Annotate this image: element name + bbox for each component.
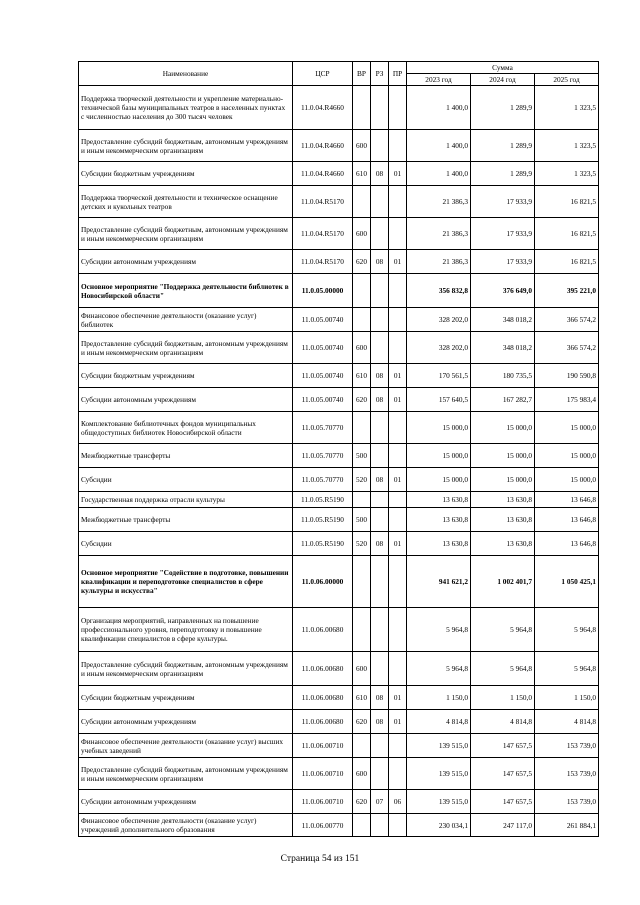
cell-y2024: 348 018,2 — [471, 308, 535, 332]
cell-vr: 600 — [353, 758, 371, 790]
cell-csr: 11.0.05.00740 — [293, 388, 353, 412]
table-row — [79, 710, 599, 734]
cell-name: Предоставление субсидий бюджетным, автономным учреждениям и иным некоммерческим организациям — [79, 332, 293, 364]
cell-name: Межбюджетные трансферты — [79, 508, 293, 532]
cell-csr: 11.0.06.00680 — [293, 710, 353, 734]
cell-csr: 11.0.04.R5170 — [293, 186, 353, 218]
cell-csr: 11.0.05.00740 — [293, 364, 353, 388]
table-row — [79, 412, 599, 444]
cell-pr — [389, 814, 407, 837]
cell-vr: 500 — [353, 508, 371, 532]
table-row — [79, 652, 599, 686]
table-row — [79, 608, 599, 652]
cell-csr: 11.0.05.R5190 — [293, 532, 353, 556]
table-row — [79, 734, 599, 758]
cell-csr: 11.0.06.00680 — [293, 652, 353, 686]
cell-y2025: 16 821,5 — [535, 218, 599, 250]
cell-csr: 11.0.04.R5170 — [293, 250, 353, 274]
cell-name: Субсидии — [79, 532, 293, 556]
cell-name: Организация мероприятий, направленных на повышение профессионального уровня, переподготовку и повышение квалификации специалистов в сфере культуры. — [79, 608, 293, 652]
cell-rz: 08 — [371, 686, 389, 710]
cell-rz — [371, 218, 389, 250]
table-row — [79, 130, 599, 162]
cell-y2025: 1 050 425,1 — [535, 556, 599, 608]
cell-rz — [371, 186, 389, 218]
cell-y2023: 328 202,0 — [407, 308, 471, 332]
cell-y2024: 376 649,0 — [471, 274, 535, 308]
cell-vr: 600 — [353, 332, 371, 364]
cell-y2024: 13 630,8 — [471, 508, 535, 532]
cell-rz — [371, 608, 389, 652]
budget-table — [78, 61, 599, 837]
cell-y2024: 1 002 401,7 — [471, 556, 535, 608]
cell-vr: 620 — [353, 250, 371, 274]
cell-rz — [371, 734, 389, 758]
cell-y2023: 15 000,0 — [407, 412, 471, 444]
cell-rz: 08 — [371, 468, 389, 492]
cell-y2025: 395 221,0 — [535, 274, 599, 308]
table-row — [79, 332, 599, 364]
cell-y2025: 153 739,0 — [535, 758, 599, 790]
cell-y2023: 5 964,8 — [407, 652, 471, 686]
cell-pr: 01 — [389, 532, 407, 556]
cell-pr — [389, 508, 407, 532]
cell-y2024: 1 289,9 — [471, 162, 535, 186]
header-name: Наименование — [79, 62, 293, 86]
cell-rz: 08 — [371, 250, 389, 274]
cell-vr: 600 — [353, 130, 371, 162]
table-body — [79, 86, 599, 837]
cell-csr: 11.0.05.70770 — [293, 468, 353, 492]
cell-vr: 600 — [353, 652, 371, 686]
header-year-2024: 2024 год — [471, 74, 535, 86]
cell-pr — [389, 734, 407, 758]
cell-rz — [371, 332, 389, 364]
cell-y2025: 1 150,0 — [535, 686, 599, 710]
cell-pr — [389, 274, 407, 308]
cell-name: Субсидии бюджетным учреждениям — [79, 364, 293, 388]
cell-pr — [389, 130, 407, 162]
cell-rz: 08 — [371, 364, 389, 388]
cell-vr: 610 — [353, 364, 371, 388]
cell-name: Поддержка творческой деятельности и укрепление материально-технической базы муниципальных театров в населенных пунктах с численностью населения до 300 тысяч человек — [79, 86, 293, 130]
cell-pr — [389, 444, 407, 468]
cell-y2023: 1 400,0 — [407, 162, 471, 186]
cell-y2025: 13 646,8 — [535, 532, 599, 556]
cell-y2024: 1 289,9 — [471, 86, 535, 130]
cell-y2025: 15 000,0 — [535, 468, 599, 492]
cell-y2023: 5 964,8 — [407, 608, 471, 652]
cell-rz — [371, 308, 389, 332]
cell-y2024: 147 657,5 — [471, 790, 535, 814]
cell-name: Предоставление субсидий бюджетным, автономным учреждениям и иным некоммерческим организациям — [79, 130, 293, 162]
cell-vr — [353, 814, 371, 837]
cell-pr: 01 — [389, 710, 407, 734]
header-year-2025: 2025 год — [535, 74, 599, 86]
cell-csr: 11.0.06.00680 — [293, 686, 353, 710]
cell-rz — [371, 652, 389, 686]
cell-vr: 520 — [353, 532, 371, 556]
cell-y2023: 230 034,1 — [407, 814, 471, 837]
cell-y2023: 356 832,8 — [407, 274, 471, 308]
cell-y2025: 153 739,0 — [535, 734, 599, 758]
cell-csr: 11.0.05.R5190 — [293, 508, 353, 532]
cell-csr: 11.0.05.00000 — [293, 274, 353, 308]
table-row — [79, 686, 599, 710]
cell-name: Субсидии бюджетным учреждениям — [79, 686, 293, 710]
cell-y2023: 15 000,0 — [407, 444, 471, 468]
cell-y2023: 13 630,8 — [407, 508, 471, 532]
cell-csr: 11.0.05.70770 — [293, 444, 353, 468]
cell-vr — [353, 412, 371, 444]
cell-rz — [371, 86, 389, 130]
cell-pr — [389, 308, 407, 332]
cell-y2025: 190 590,8 — [535, 364, 599, 388]
cell-vr: 620 — [353, 710, 371, 734]
cell-name: Субсидии автономным учреждениям — [79, 388, 293, 412]
cell-vr: 600 — [353, 218, 371, 250]
cell-rz — [371, 556, 389, 608]
cell-y2025: 1 323,5 — [535, 86, 599, 130]
cell-y2024: 1 289,9 — [471, 130, 535, 162]
cell-y2023: 941 621,2 — [407, 556, 471, 608]
header-pr: ПР — [389, 62, 407, 86]
cell-name: Поддержка творческой деятельности и техническое оснащение детских и кукольных театров — [79, 186, 293, 218]
cell-y2023: 139 515,0 — [407, 790, 471, 814]
cell-pr — [389, 412, 407, 444]
cell-y2023: 1 400,0 — [407, 130, 471, 162]
table-row — [79, 218, 599, 250]
table-row — [79, 814, 599, 837]
cell-y2025: 13 646,8 — [535, 492, 599, 508]
cell-y2025: 1 323,5 — [535, 162, 599, 186]
cell-vr — [353, 186, 371, 218]
cell-vr: 620 — [353, 790, 371, 814]
cell-vr — [353, 274, 371, 308]
table-row — [79, 308, 599, 332]
cell-pr: 01 — [389, 468, 407, 492]
cell-rz — [371, 758, 389, 790]
cell-y2024: 180 735,5 — [471, 364, 535, 388]
cell-y2023: 13 630,8 — [407, 492, 471, 508]
cell-y2024: 17 933,9 — [471, 218, 535, 250]
cell-y2024: 17 933,9 — [471, 250, 535, 274]
cell-y2023: 21 386,3 — [407, 250, 471, 274]
cell-vr — [353, 734, 371, 758]
cell-name: Субсидии бюджетным учреждениям — [79, 162, 293, 186]
header-rz: РЗ — [371, 62, 389, 86]
cell-csr: 11.0.06.00710 — [293, 758, 353, 790]
cell-y2025: 366 574,2 — [535, 308, 599, 332]
cell-rz: 08 — [371, 388, 389, 412]
cell-y2023: 139 515,0 — [407, 758, 471, 790]
cell-name: Комплектование библиотечных фондов муниципальных общедоступных библиотек Новосибирской области — [79, 412, 293, 444]
cell-y2024: 147 657,5 — [471, 734, 535, 758]
cell-name: Основное мероприятие "Поддержка деятельности библиотек в Новосибирской области" — [79, 274, 293, 308]
table-row — [79, 250, 599, 274]
cell-y2025: 15 000,0 — [535, 412, 599, 444]
cell-y2023: 15 000,0 — [407, 468, 471, 492]
cell-y2024: 13 630,8 — [471, 532, 535, 556]
cell-y2024: 15 000,0 — [471, 444, 535, 468]
table-row — [79, 508, 599, 532]
cell-y2024: 5 964,8 — [471, 608, 535, 652]
table-row — [79, 492, 599, 508]
cell-vr: 500 — [353, 444, 371, 468]
cell-csr: 11.0.04.R4660 — [293, 162, 353, 186]
cell-y2025: 153 739,0 — [535, 790, 599, 814]
cell-csr: 11.0.06.00770 — [293, 814, 353, 837]
cell-rz — [371, 814, 389, 837]
cell-rz — [371, 444, 389, 468]
cell-csr: 11.0.04.R5170 — [293, 218, 353, 250]
cell-rz — [371, 130, 389, 162]
cell-y2023: 170 561,5 — [407, 364, 471, 388]
cell-y2024: 17 933,9 — [471, 186, 535, 218]
cell-vr — [353, 492, 371, 508]
cell-name: Государственная поддержка отрасли культуры — [79, 492, 293, 508]
table-row — [79, 532, 599, 556]
cell-csr: 11.0.06.00710 — [293, 790, 353, 814]
cell-name: Межбюджетные трансферты — [79, 444, 293, 468]
cell-csr: 11.0.06.00680 — [293, 608, 353, 652]
cell-pr — [389, 332, 407, 364]
cell-y2024: 147 657,5 — [471, 758, 535, 790]
cell-y2023: 21 386,3 — [407, 186, 471, 218]
cell-name: Предоставление субсидий бюджетным, автономным учреждениям и иным некоммерческим организациям — [79, 218, 293, 250]
cell-y2025: 366 574,2 — [535, 332, 599, 364]
cell-rz — [371, 492, 389, 508]
cell-csr: 11.0.05.00740 — [293, 308, 353, 332]
cell-name: Предоставление субсидий бюджетным, автономным учреждениям и иным некоммерческим организациям — [79, 758, 293, 790]
cell-csr: 11.0.04.R4660 — [293, 86, 353, 130]
cell-pr: 01 — [389, 686, 407, 710]
cell-csr: 11.0.04.R4660 — [293, 130, 353, 162]
cell-vr — [353, 308, 371, 332]
cell-pr — [389, 608, 407, 652]
cell-y2025: 1 323,5 — [535, 130, 599, 162]
cell-y2024: 4 814,8 — [471, 710, 535, 734]
cell-y2024: 247 117,0 — [471, 814, 535, 837]
table-row — [79, 758, 599, 790]
cell-csr: 11.0.06.00710 — [293, 734, 353, 758]
cell-y2025: 175 983,4 — [535, 388, 599, 412]
cell-vr: 610 — [353, 686, 371, 710]
cell-pr: 01 — [389, 162, 407, 186]
cell-y2025: 15 000,0 — [535, 444, 599, 468]
cell-y2025: 4 814,8 — [535, 710, 599, 734]
cell-name: Финансовое обеспечение деятельности (оказание услуг) учреждений дополнительного образования — [79, 814, 293, 837]
cell-y2023: 157 640,5 — [407, 388, 471, 412]
header-year-2023: 2023 год — [407, 74, 471, 86]
cell-csr: 11.0.05.R5190 — [293, 492, 353, 508]
cell-rz: 08 — [371, 532, 389, 556]
cell-y2024: 348 018,2 — [471, 332, 535, 364]
table-row — [79, 444, 599, 468]
cell-name: Финансовое обеспечение деятельности (оказание услуг) библиотек — [79, 308, 293, 332]
cell-csr: 11.0.05.70770 — [293, 412, 353, 444]
table-row — [79, 468, 599, 492]
cell-name: Финансовое обеспечение деятельности (оказание услуг) высших учебных заведений — [79, 734, 293, 758]
cell-y2023: 1 150,0 — [407, 686, 471, 710]
header-sum: Сумма — [407, 62, 599, 74]
cell-pr — [389, 652, 407, 686]
cell-y2025: 5 964,8 — [535, 608, 599, 652]
cell-vr — [353, 556, 371, 608]
cell-vr: 520 — [353, 468, 371, 492]
table-row — [79, 790, 599, 814]
cell-y2024: 1 150,0 — [471, 686, 535, 710]
page-footer: Страница 54 из 151 — [280, 854, 360, 864]
cell-csr: 11.0.05.00740 — [293, 332, 353, 364]
cell-vr — [353, 608, 371, 652]
cell-rz: 08 — [371, 710, 389, 734]
cell-y2025: 16 821,5 — [535, 186, 599, 218]
header-vr: ВР — [353, 62, 371, 86]
cell-y2025: 13 646,8 — [535, 508, 599, 532]
cell-rz — [371, 274, 389, 308]
cell-y2025: 261 884,1 — [535, 814, 599, 837]
cell-y2023: 1 400,0 — [407, 86, 471, 130]
cell-rz — [371, 412, 389, 444]
cell-vr: 610 — [353, 162, 371, 186]
cell-pr: 01 — [389, 364, 407, 388]
table-row — [79, 86, 599, 130]
cell-pr — [389, 86, 407, 130]
cell-pr: 01 — [389, 250, 407, 274]
cell-name: Субсидии автономным учреждениям — [79, 710, 293, 734]
cell-name: Субсидии автономным учреждениям — [79, 790, 293, 814]
table-row — [79, 388, 599, 412]
cell-y2024: 5 964,8 — [471, 652, 535, 686]
cell-name: Субсидии — [79, 468, 293, 492]
cell-name: Субсидии автономным учреждениям — [79, 250, 293, 274]
cell-vr: 620 — [353, 388, 371, 412]
cell-y2023: 4 814,8 — [407, 710, 471, 734]
cell-y2024: 167 282,7 — [471, 388, 535, 412]
cell-y2024: 15 000,0 — [471, 412, 535, 444]
cell-pr — [389, 556, 407, 608]
cell-y2024: 15 000,0 — [471, 468, 535, 492]
cell-y2023: 328 202,0 — [407, 332, 471, 364]
cell-y2025: 5 964,8 — [535, 652, 599, 686]
cell-rz: 07 — [371, 790, 389, 814]
cell-y2023: 13 630,8 — [407, 532, 471, 556]
cell-vr — [353, 86, 371, 130]
cell-pr — [389, 758, 407, 790]
cell-pr — [389, 492, 407, 508]
cell-y2023: 21 386,3 — [407, 218, 471, 250]
table-row — [79, 162, 599, 186]
cell-pr — [389, 218, 407, 250]
table-row — [79, 274, 599, 308]
cell-pr: 06 — [389, 790, 407, 814]
cell-y2025: 16 821,5 — [535, 250, 599, 274]
table-row — [79, 556, 599, 608]
header-csr: ЦСР — [293, 62, 353, 86]
cell-rz — [371, 508, 389, 532]
cell-rz: 08 — [371, 162, 389, 186]
cell-y2023: 139 515,0 — [407, 734, 471, 758]
cell-y2024: 13 630,8 — [471, 492, 535, 508]
cell-csr: 11.0.06.00000 — [293, 556, 353, 608]
cell-pr: 01 — [389, 388, 407, 412]
cell-pr — [389, 186, 407, 218]
cell-name: Основное мероприятие "Содействие в подготовке, повышении квалификации и переподготовке специалистов в сфере культуры и искусства" — [79, 556, 293, 608]
table-row — [79, 364, 599, 388]
table-row — [79, 186, 599, 218]
cell-name: Предоставление субсидий бюджетным, автономным учреждениям и иным некоммерческим организациям — [79, 652, 293, 686]
